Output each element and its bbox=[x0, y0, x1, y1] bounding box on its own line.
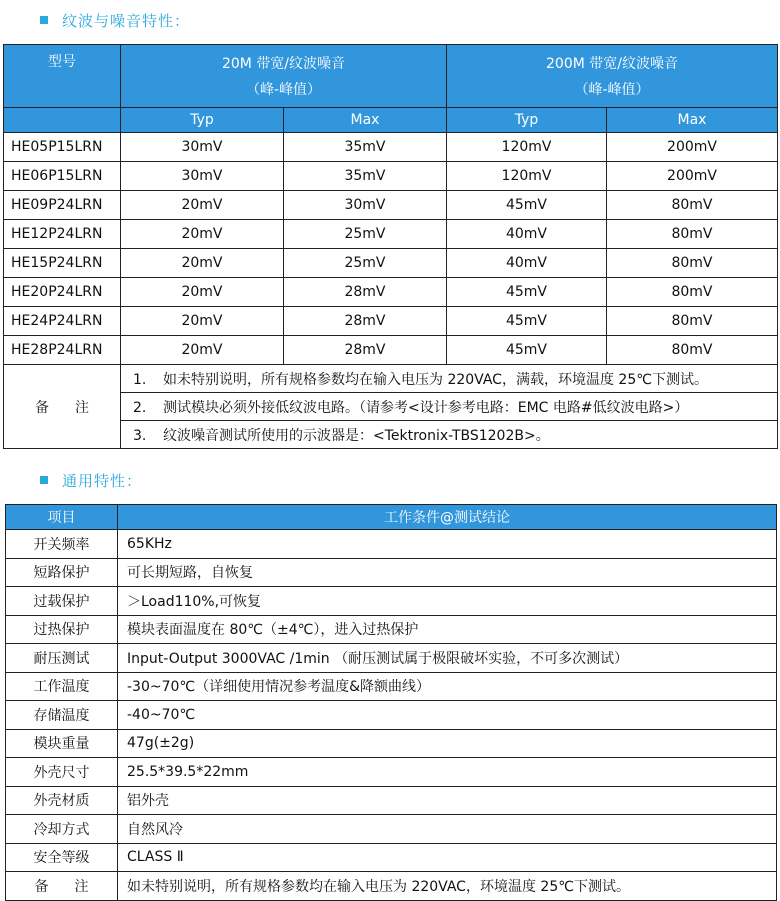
note-text: 纹波噪音测试所使用的示波器是：<Tektronix-TBS1202B>。 bbox=[163, 427, 550, 444]
table-row bbox=[4, 220, 778, 249]
item-label: 过热保护 bbox=[6, 615, 118, 644]
header-model: 型号 bbox=[4, 45, 121, 108]
model-cell: HE06P15LRN bbox=[4, 162, 121, 191]
header-200m-line2: （峰-峰值） bbox=[574, 82, 650, 98]
table-row bbox=[4, 191, 778, 220]
max-20m-cell: 35mV bbox=[284, 133, 447, 162]
notes-label: 备注 bbox=[6, 872, 118, 901]
table-row bbox=[4, 249, 778, 278]
item-value: 铝外壳 bbox=[118, 786, 777, 815]
item-value: Input-Output 3000VAC /1min （耐压测试属于极限破坏实验，不可多次测试） bbox=[118, 644, 777, 673]
item-label: 过载保护 bbox=[6, 587, 118, 616]
header-200m-line1: 200M 带宽/纹波噪音 bbox=[546, 56, 678, 72]
item-label: 工作温度 bbox=[6, 672, 118, 701]
general-characteristics-table bbox=[5, 504, 777, 901]
note-number: 1. bbox=[133, 371, 147, 388]
typ-200m-cell: 45mV bbox=[447, 278, 607, 307]
typ-20m-cell: 20mV bbox=[121, 191, 284, 220]
item-value: 可长期短路，自恢复 bbox=[118, 558, 777, 587]
table-row bbox=[4, 133, 778, 162]
square-bullet-icon bbox=[40, 476, 48, 484]
section-title-general bbox=[40, 470, 142, 491]
ripple-noise-table bbox=[3, 44, 778, 449]
item-label: 耐压测试 bbox=[6, 644, 118, 673]
typ-20m-cell: 20mV bbox=[121, 278, 284, 307]
header-20m-line2: （峰-峰值） bbox=[245, 82, 322, 98]
header-200m-bandwidth bbox=[447, 45, 778, 108]
table-row bbox=[6, 758, 777, 787]
note-2 bbox=[121, 393, 778, 421]
item-label: 存储温度 bbox=[6, 701, 118, 730]
model-cell: HE12P24LRN bbox=[4, 220, 121, 249]
model-cell: HE24P24LRN bbox=[4, 307, 121, 336]
max-200m-cell: 80mV bbox=[607, 336, 778, 365]
section-title-text: 通用特性： bbox=[62, 472, 143, 490]
note-number: 2. bbox=[133, 399, 147, 416]
typ-200m-cell: 40mV bbox=[447, 249, 607, 278]
note-1 bbox=[121, 365, 778, 393]
header-typ-200m: Typ bbox=[447, 108, 607, 133]
typ-20m-cell: 20mV bbox=[121, 220, 284, 249]
item-label: 外壳材质 bbox=[6, 786, 118, 815]
table-row bbox=[6, 786, 777, 815]
notes-value: 如未特别说明，所有规格参数均在输入电压为 220VAC，环境温度 25℃下测试。 bbox=[118, 872, 777, 901]
max-200m-cell: 80mV bbox=[607, 191, 778, 220]
table-row bbox=[6, 843, 777, 872]
item-value: 25.5*39.5*22mm bbox=[118, 758, 777, 787]
max-200m-cell: 200mV bbox=[607, 133, 778, 162]
header-max-200m: Max bbox=[607, 108, 778, 133]
header-item: 项目 bbox=[6, 505, 118, 530]
max-200m-cell: 80mV bbox=[607, 307, 778, 336]
section-title-text: 纹波与噪音特性： bbox=[62, 12, 191, 30]
item-label: 开关频率 bbox=[6, 530, 118, 559]
table-row bbox=[6, 558, 777, 587]
model-cell: HE20P24LRN bbox=[4, 278, 121, 307]
max-20m-cell: 28mV bbox=[284, 307, 447, 336]
typ-20m-cell: 30mV bbox=[121, 162, 284, 191]
section-title-ripple bbox=[40, 10, 190, 31]
typ-200m-cell: 45mV bbox=[447, 191, 607, 220]
table-row bbox=[6, 644, 777, 673]
table-row bbox=[4, 278, 778, 307]
header-condition: 工作条件@测试结论 bbox=[118, 505, 777, 530]
max-20m-cell: 28mV bbox=[284, 278, 447, 307]
max-200m-cell: 80mV bbox=[607, 278, 778, 307]
item-label: 短路保护 bbox=[6, 558, 118, 587]
table-row bbox=[4, 162, 778, 191]
table-row bbox=[6, 729, 777, 758]
table-row bbox=[6, 815, 777, 844]
table-row bbox=[4, 307, 778, 336]
typ-20m-cell: 20mV bbox=[121, 249, 284, 278]
item-value: 65KHz bbox=[118, 530, 777, 559]
max-200m-cell: 80mV bbox=[607, 249, 778, 278]
note-3 bbox=[121, 421, 778, 449]
max-200m-cell: 80mV bbox=[607, 220, 778, 249]
max-200m-cell: 200mV bbox=[607, 162, 778, 191]
item-label: 模块重量 bbox=[6, 729, 118, 758]
header-model-spacer bbox=[4, 108, 121, 133]
item-value: -30~70℃（详细使用情况参考温度&降额曲线） bbox=[118, 672, 777, 701]
typ-200m-cell: 45mV bbox=[447, 336, 607, 365]
item-value: 自然风冷 bbox=[118, 815, 777, 844]
header-max-20m: Max bbox=[284, 108, 447, 133]
max-20m-cell: 28mV bbox=[284, 336, 447, 365]
table-row bbox=[6, 615, 777, 644]
max-20m-cell: 25mV bbox=[284, 249, 447, 278]
square-bullet-icon bbox=[40, 16, 48, 24]
table-row bbox=[4, 336, 778, 365]
item-label: 冷却方式 bbox=[6, 815, 118, 844]
item-value: ＞Load110%,可恢复 bbox=[118, 587, 777, 616]
item-label: 安全等级 bbox=[6, 843, 118, 872]
item-value: 47g(±2g) bbox=[118, 729, 777, 758]
typ-200m-cell: 45mV bbox=[447, 307, 607, 336]
typ-200m-cell: 120mV bbox=[447, 133, 607, 162]
typ-200m-cell: 40mV bbox=[447, 220, 607, 249]
typ-20m-cell: 30mV bbox=[121, 133, 284, 162]
header-20m-bandwidth bbox=[121, 45, 447, 108]
typ-200m-cell: 120mV bbox=[447, 162, 607, 191]
note-text: 如未特别说明，所有规格参数均在输入电压为 220VAC，满载，环境温度 25℃下测试。 bbox=[163, 371, 708, 388]
table-row bbox=[6, 587, 777, 616]
model-cell: HE09P24LRN bbox=[4, 191, 121, 220]
model-cell: HE05P15LRN bbox=[4, 133, 121, 162]
max-20m-cell: 30mV bbox=[284, 191, 447, 220]
max-20m-cell: 35mV bbox=[284, 162, 447, 191]
header-20m-line1: 20M 带宽/纹波噪音 bbox=[221, 56, 346, 72]
note-number: 3. bbox=[133, 427, 147, 444]
item-value: CLASS Ⅱ bbox=[118, 843, 777, 872]
typ-20m-cell: 20mV bbox=[121, 336, 284, 365]
table-row bbox=[6, 530, 777, 559]
table-row bbox=[6, 701, 777, 730]
header-typ-20m: Typ bbox=[121, 108, 284, 133]
note-text: 测试模块必须外接低纹波电路。（请参考<设计参考电路：EMC 电路#低纹波电路>） bbox=[163, 399, 689, 416]
table-row bbox=[6, 672, 777, 701]
item-value: 模块表面温度在 80℃（±4℃），进入过热保护 bbox=[118, 615, 777, 644]
item-value: -40~70℃ bbox=[118, 701, 777, 730]
model-cell: HE15P24LRN bbox=[4, 249, 121, 278]
notes-label: 备注 bbox=[4, 365, 121, 449]
max-20m-cell: 25mV bbox=[284, 220, 447, 249]
item-label: 外壳尺寸 bbox=[6, 758, 118, 787]
model-cell: HE28P24LRN bbox=[4, 336, 121, 365]
typ-20m-cell: 20mV bbox=[121, 307, 284, 336]
